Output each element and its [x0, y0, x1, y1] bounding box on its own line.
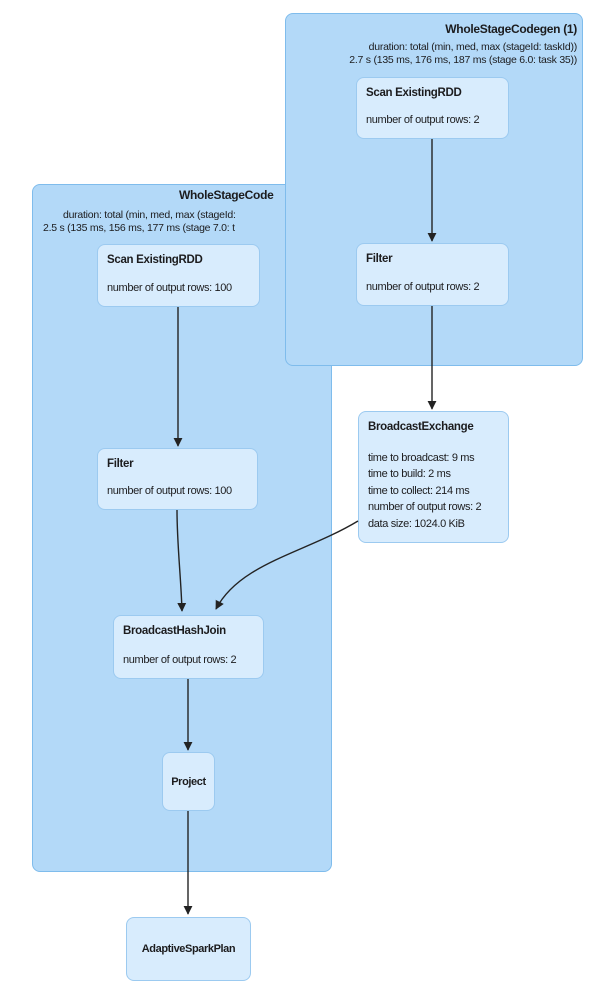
cluster-wholestagecodegen-1-duration-line1: duration: total (min, med, max (stageId: taskId)) [368, 41, 577, 53]
node-metric-data-size: data size: 1024.0 KiB [368, 517, 465, 530]
cluster-wholestagecodegen-2-duration-line1: duration: total (min, med, max (stageId: [63, 209, 236, 221]
plan-node-adaptive-spark-plan[interactable] [126, 917, 251, 981]
plan-node-broadcast-exchange[interactable] [358, 411, 509, 543]
node-metric-output-rows: number of output rows: 2 [366, 113, 480, 126]
plan-node-filter-2[interactable] [97, 448, 258, 510]
plan-node-scan-existingrdd-2[interactable] [97, 244, 260, 307]
node-title: AdaptiveSparkPlan [141, 943, 236, 955]
node-metric-output-rows: number of output rows: 2 [123, 653, 237, 666]
node-title: Filter [366, 253, 393, 265]
cluster-wholestagecodegen-1-duration-line2: 2.7 s (135 ms, 176 ms, 187 ms (stage 6.0: task 35)) [349, 54, 577, 66]
node-title: Scan ExistingRDD [366, 87, 462, 99]
node-title: BroadcastExchange [368, 421, 474, 433]
cluster-wholestagecodegen-2-title: WholeStageCode [179, 188, 274, 202]
plan-node-filter-1[interactable] [356, 243, 509, 306]
node-metric-output-rows: number of output rows: 100 [107, 281, 232, 294]
cluster-wholestagecodegen-1-duration [349, 41, 577, 67]
cluster-wholestagecodegen-1 [285, 13, 583, 366]
cluster-wholestagecodegen-2-duration-line2: 2.5 s (135 ms, 156 ms, 177 ms (stage 7.0: t [43, 222, 235, 234]
cluster-wholestagecodegen-1-title: WholeStageCodegen (1) [445, 22, 577, 36]
node-metric-time-to-broadcast: time to broadcast: 9 ms [368, 451, 475, 464]
node-metric-output-rows: number of output rows: 100 [107, 484, 232, 497]
node-title: Scan ExistingRDD [107, 254, 203, 266]
node-metric-output-rows: number of output rows: 2 [366, 280, 480, 293]
node-title: Project [171, 775, 206, 788]
plan-node-scan-existingrdd-1[interactable] [356, 77, 509, 139]
plan-node-project[interactable] [162, 752, 215, 811]
plan-node-broadcast-hash-join[interactable] [113, 615, 264, 679]
node-metric-output-rows: number of output rows: 2 [368, 501, 482, 513]
node-metric-time-to-collect: time to collect: 214 ms [368, 484, 470, 497]
node-title: BroadcastHashJoin [123, 625, 226, 637]
node-metric-time-to-build: time to build: 2 ms [368, 468, 451, 480]
node-metrics-list [368, 450, 499, 533]
node-title: Filter [107, 458, 134, 470]
